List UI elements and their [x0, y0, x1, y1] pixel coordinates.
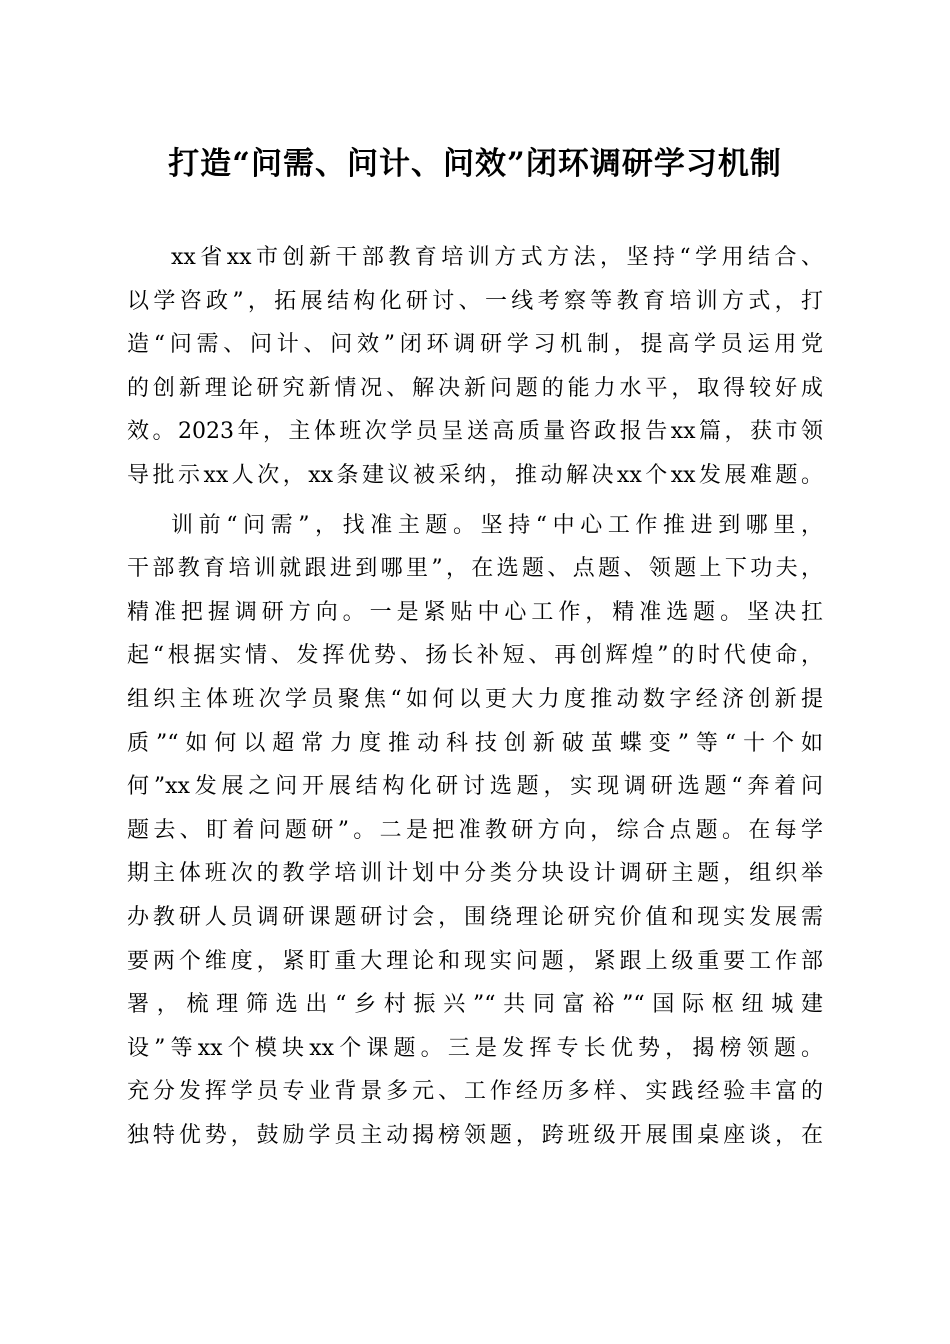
- text-line: 导批示xx人次，xx条建议被采纳，推动解决xx个xx发展难题。: [127, 462, 823, 488]
- text-line: 要两个维度，紧盯重大理论和现实问题，紧跟上级重要工作部: [127, 948, 823, 974]
- text-line: 造“问需、问计、问效”闭环调研学习机制，提高学员运用党: [127, 332, 823, 358]
- text-line: xx省xx市创新干部教育培训方式方法，坚持“学用结合、: [171, 245, 823, 270]
- document-title: 打造“问需、问计、问效”闭环调研学习机制: [168, 146, 782, 182]
- text-line: 的创新理论研究新情况、解决新问题的能力水平，取得较好成: [127, 375, 823, 401]
- text-line: 干部教育培训就跟进到哪里”，在选题、点题、领题上下功夫，: [127, 556, 823, 582]
- document-body: [127, 236, 823, 1157]
- paragraph-2: [127, 504, 823, 1158]
- text-line: 起“根据实情、发挥优势、扬长补短、再创辉煌”的时代使命，: [127, 643, 823, 669]
- text-line: 训前“问需”，找准主题。坚持“中心工作推进到哪里，: [171, 512, 823, 538]
- paragraph-1: [127, 236, 823, 498]
- text-line: 期主体班次的教学培训计划中分类分块设计调研主题，组织举: [127, 861, 823, 887]
- text-line: 充分发挥学员专业背景多元、工作经历多样、实践经验丰富的: [127, 1079, 823, 1105]
- text-line: 独特优势，鼓励学员主动揭榜领题，跨班级开展围桌座谈，在: [127, 1122, 823, 1148]
- text-line: 设”等xx个模块xx个课题。三是发挥专长优势，揭榜领题。: [127, 1035, 823, 1061]
- text-line: 办教研人员调研课题研讨会，围绕理论研究价值和现实发展需: [127, 904, 823, 930]
- text-line: 精准把握调研方向。一是紧贴中心工作，精准选题。坚决扛: [127, 599, 823, 625]
- text-line: 何”xx发展之问开展结构化研讨选题，实现调研选题“奔着问: [127, 774, 823, 800]
- text-line: 以学咨政”，拓展结构化研讨、一线考察等教育培训方式，打: [127, 288, 823, 314]
- text-line: 署，梳理筛选出“乡村振兴”“共同富裕”“国际枢纽城建: [127, 992, 823, 1018]
- text-line: 效。2023年，主体班次学员呈送高质量咨政报告xx篇，获市领: [127, 419, 823, 445]
- text-line: 质”“如何以超常力度推动科技创新破茧蝶变”等“十个如: [127, 730, 823, 756]
- text-line: 题去、盯着问题研”。二是把准教研方向，综合点题。在每学: [127, 817, 823, 843]
- text-line: 组织主体班次学员聚焦“如何以更大力度推动数字经济创新提: [127, 686, 823, 712]
